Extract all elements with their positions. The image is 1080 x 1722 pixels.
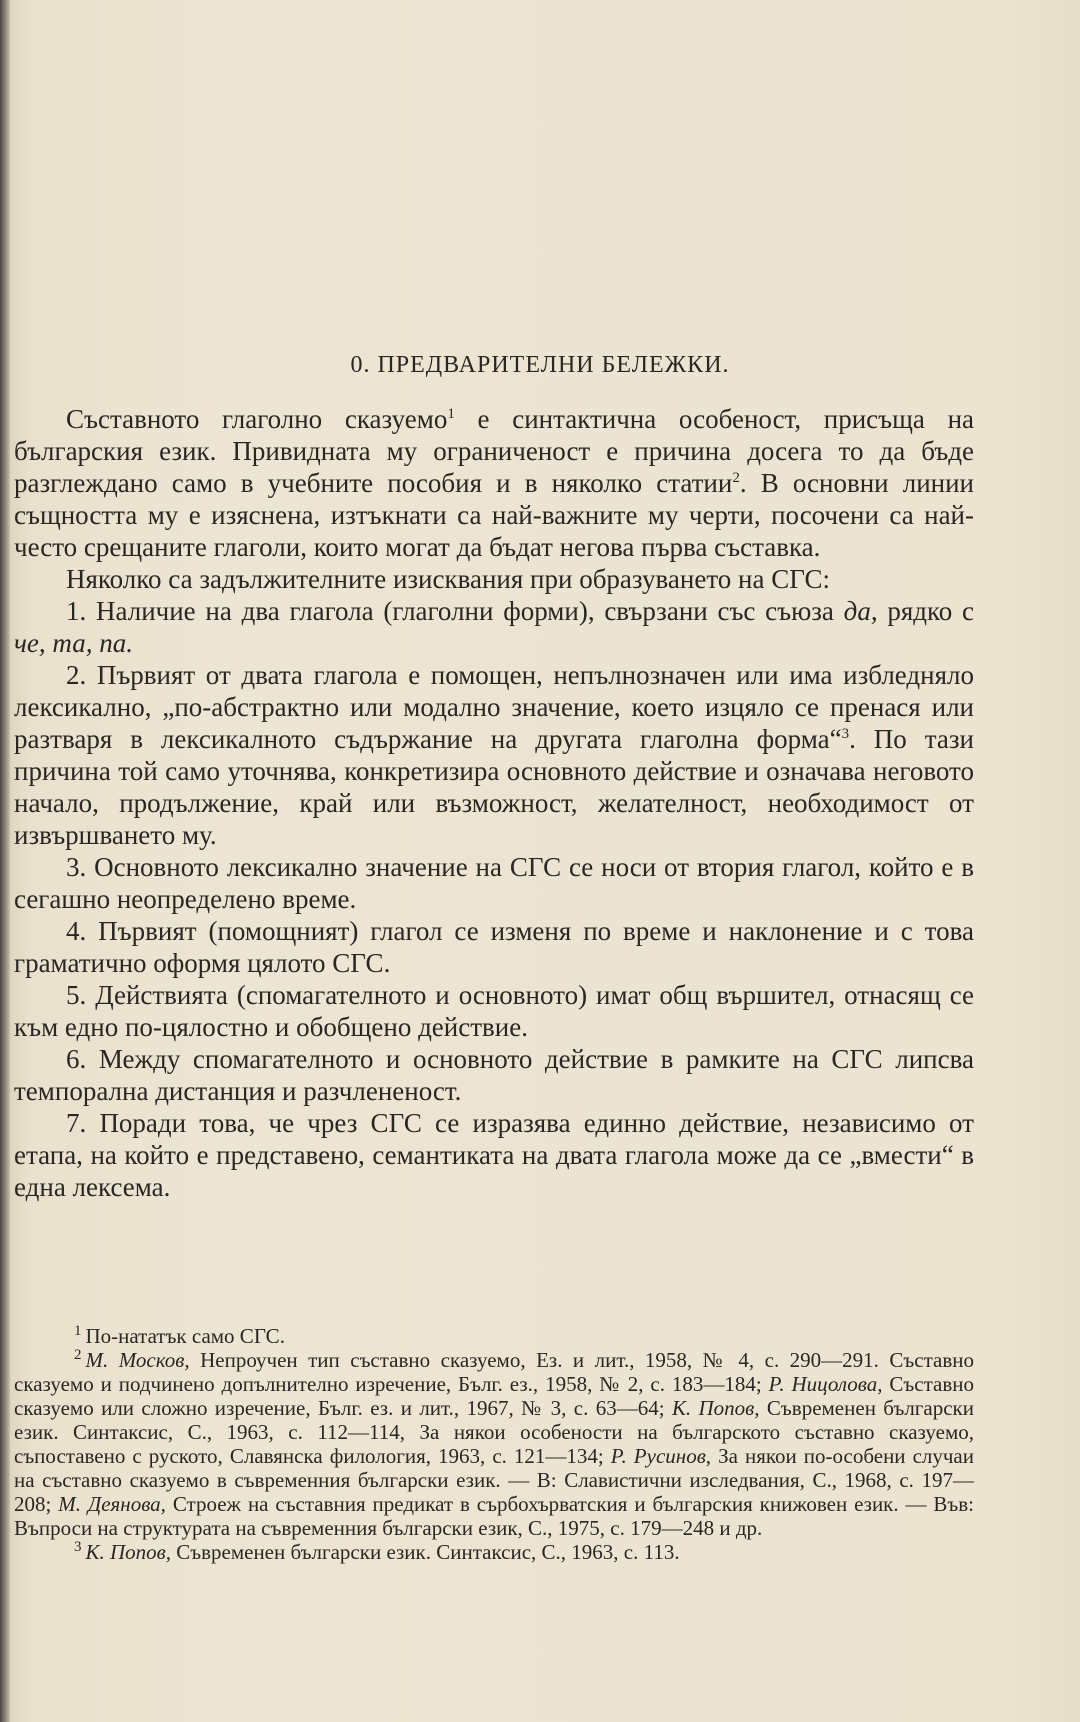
footnote-3: [14, 1540, 974, 1564]
list-item-4: 4. Първият (помощният) глагол се изменя по време и наклонение и с това граматично оформя цялото СГС.: [14, 916, 974, 978]
conjunctions-che-ta-pa: че, та, па.: [14, 628, 133, 658]
intro-text-b: е синтактична особеност, присъща на българския език. Привидната му ограниченост е причина досега то да бъде разглеждано само в учебните пособия и в няколко статии: [14, 404, 974, 498]
binding-edge: [0, 0, 10, 1722]
author-popov-2: К. Попов,: [85, 1540, 171, 1564]
footnote-1-mark: 1: [74, 1323, 82, 1339]
paragraph-intro: [14, 403, 974, 563]
section-heading: 0. ПРЕДВАРИТЕЛНИ БЕЛЕЖКИ.: [350, 352, 730, 378]
footnote-ref-3: 3: [841, 726, 850, 742]
footnote-3-mark: 3: [74, 1539, 82, 1555]
footnote-ref-1: 1: [447, 406, 455, 422]
list-item-7: 7. Поради това, че чрез СГС се изразява единно действие, независимо от етапа, на който е представено, семантиката на двата глагола може да се „вмести“ в една лексема.: [14, 1108, 974, 1202]
list-item-1-text-b: рядко с: [877, 596, 974, 626]
body-text: [14, 403, 974, 1203]
footnote-2-mark: 2: [74, 1347, 82, 1363]
list-item-3: 3. Основното лексикално значение на СГС се носи от втория глагол, който е в сегашно неопределено време.: [14, 852, 974, 914]
footnote-2-text-2: Съставно сказуемо или сложно изречение, Бълг. ез. и лит., 1967, № 3, с. 63—64;: [14, 1372, 974, 1420]
author-nitsolova: Р. Ницолова,: [768, 1372, 883, 1396]
list-item-2-text-a: 2. Първият от двата глагола е помощен, непълнозначен или има избледняло лексикално, „по-абстрактно или модално значение, което изцяло се пренася или разтваря в лексикалното съдържание на другата глаголна форма“: [14, 660, 974, 754]
author-rusinov: Р. Русинов,: [610, 1444, 712, 1468]
list-item-6: 6. Между спомагателното и основното действие в рамките на СГС липсва темпорална дистанция и разчлененост.: [14, 1044, 974, 1106]
paragraph-requirements: Няколко са задължителните изисквания при образуването на СГС:: [66, 564, 830, 594]
list-item-5: 5. Действията (спомагателното и основното) имат общ вършител, отнасящ се към едно по-цялостно и обобщено действие.: [14, 980, 974, 1042]
conjunction-da: да,: [843, 596, 878, 626]
footnote-2-text-1: Непроучен тип съставно сказуемо, Ез. и лит., 1958, № 4, с. 290—291. Съставно сказуемо и подчинено допълнително изречение, Бълг. ез., 1958, № 2, с. 183—184;: [14, 1348, 974, 1396]
intro-text-c: . В основни линии същността му е изяснена, изтъкнати са най-важните му черти, посочени са най-често срещаните глаголи, които могат да бъдат негова първа съставка.: [14, 468, 974, 562]
author-popov: К. Попов,: [671, 1396, 760, 1420]
author-deyanova: М. Деянова,: [58, 1492, 166, 1516]
author-moskov: М. Москов,: [85, 1348, 190, 1372]
footnote-2-text-3: Съвременен български език. Синтаксис, С., 1963, с. 112—114, За някои особености на българското съставно сказуемо, съпоставено с руското, Славянска филология, 1963, с. 121—134;: [14, 1396, 974, 1468]
list-item-2: [14, 659, 974, 851]
footnote-ref-2: 2: [732, 470, 740, 486]
footnote-1-text: По-нататък само СГС.: [85, 1324, 285, 1348]
footnote-3-text: Съвременен български език. Синтаксис, С., 1963, с. 113.: [170, 1540, 680, 1564]
footnote-2-text-4: За някои по-особени случаи на съставно сказуемо в съвременния български език. — В: Славистични изследвания, С., 1968, с. 197—208;: [14, 1444, 974, 1516]
list-item-1-text-a: 1. Наличие на два глагола (глаголни форми), свързани със съюза: [66, 596, 844, 626]
footnote-1: [14, 1324, 974, 1348]
list-item-2-text-b: . По тази причина той само уточнява, конкретизира основното действие и означава неговото начало, продължение, край или възможност, желателност, необходимост от извършването му.: [14, 724, 974, 850]
footnote-2: [14, 1348, 974, 1540]
footnote-2-text-5: Строеж на съставния предикат в сърбохърватския и българския книжовен език. — Във: Въпроси на структурата на съвременния български език, С., 1975, с. 179—248 и др.: [14, 1492, 974, 1540]
intro-text-a: Съставното глаголно сказуемо: [66, 404, 448, 434]
list-item-1: [14, 595, 974, 659]
footnotes: [14, 1324, 974, 1564]
